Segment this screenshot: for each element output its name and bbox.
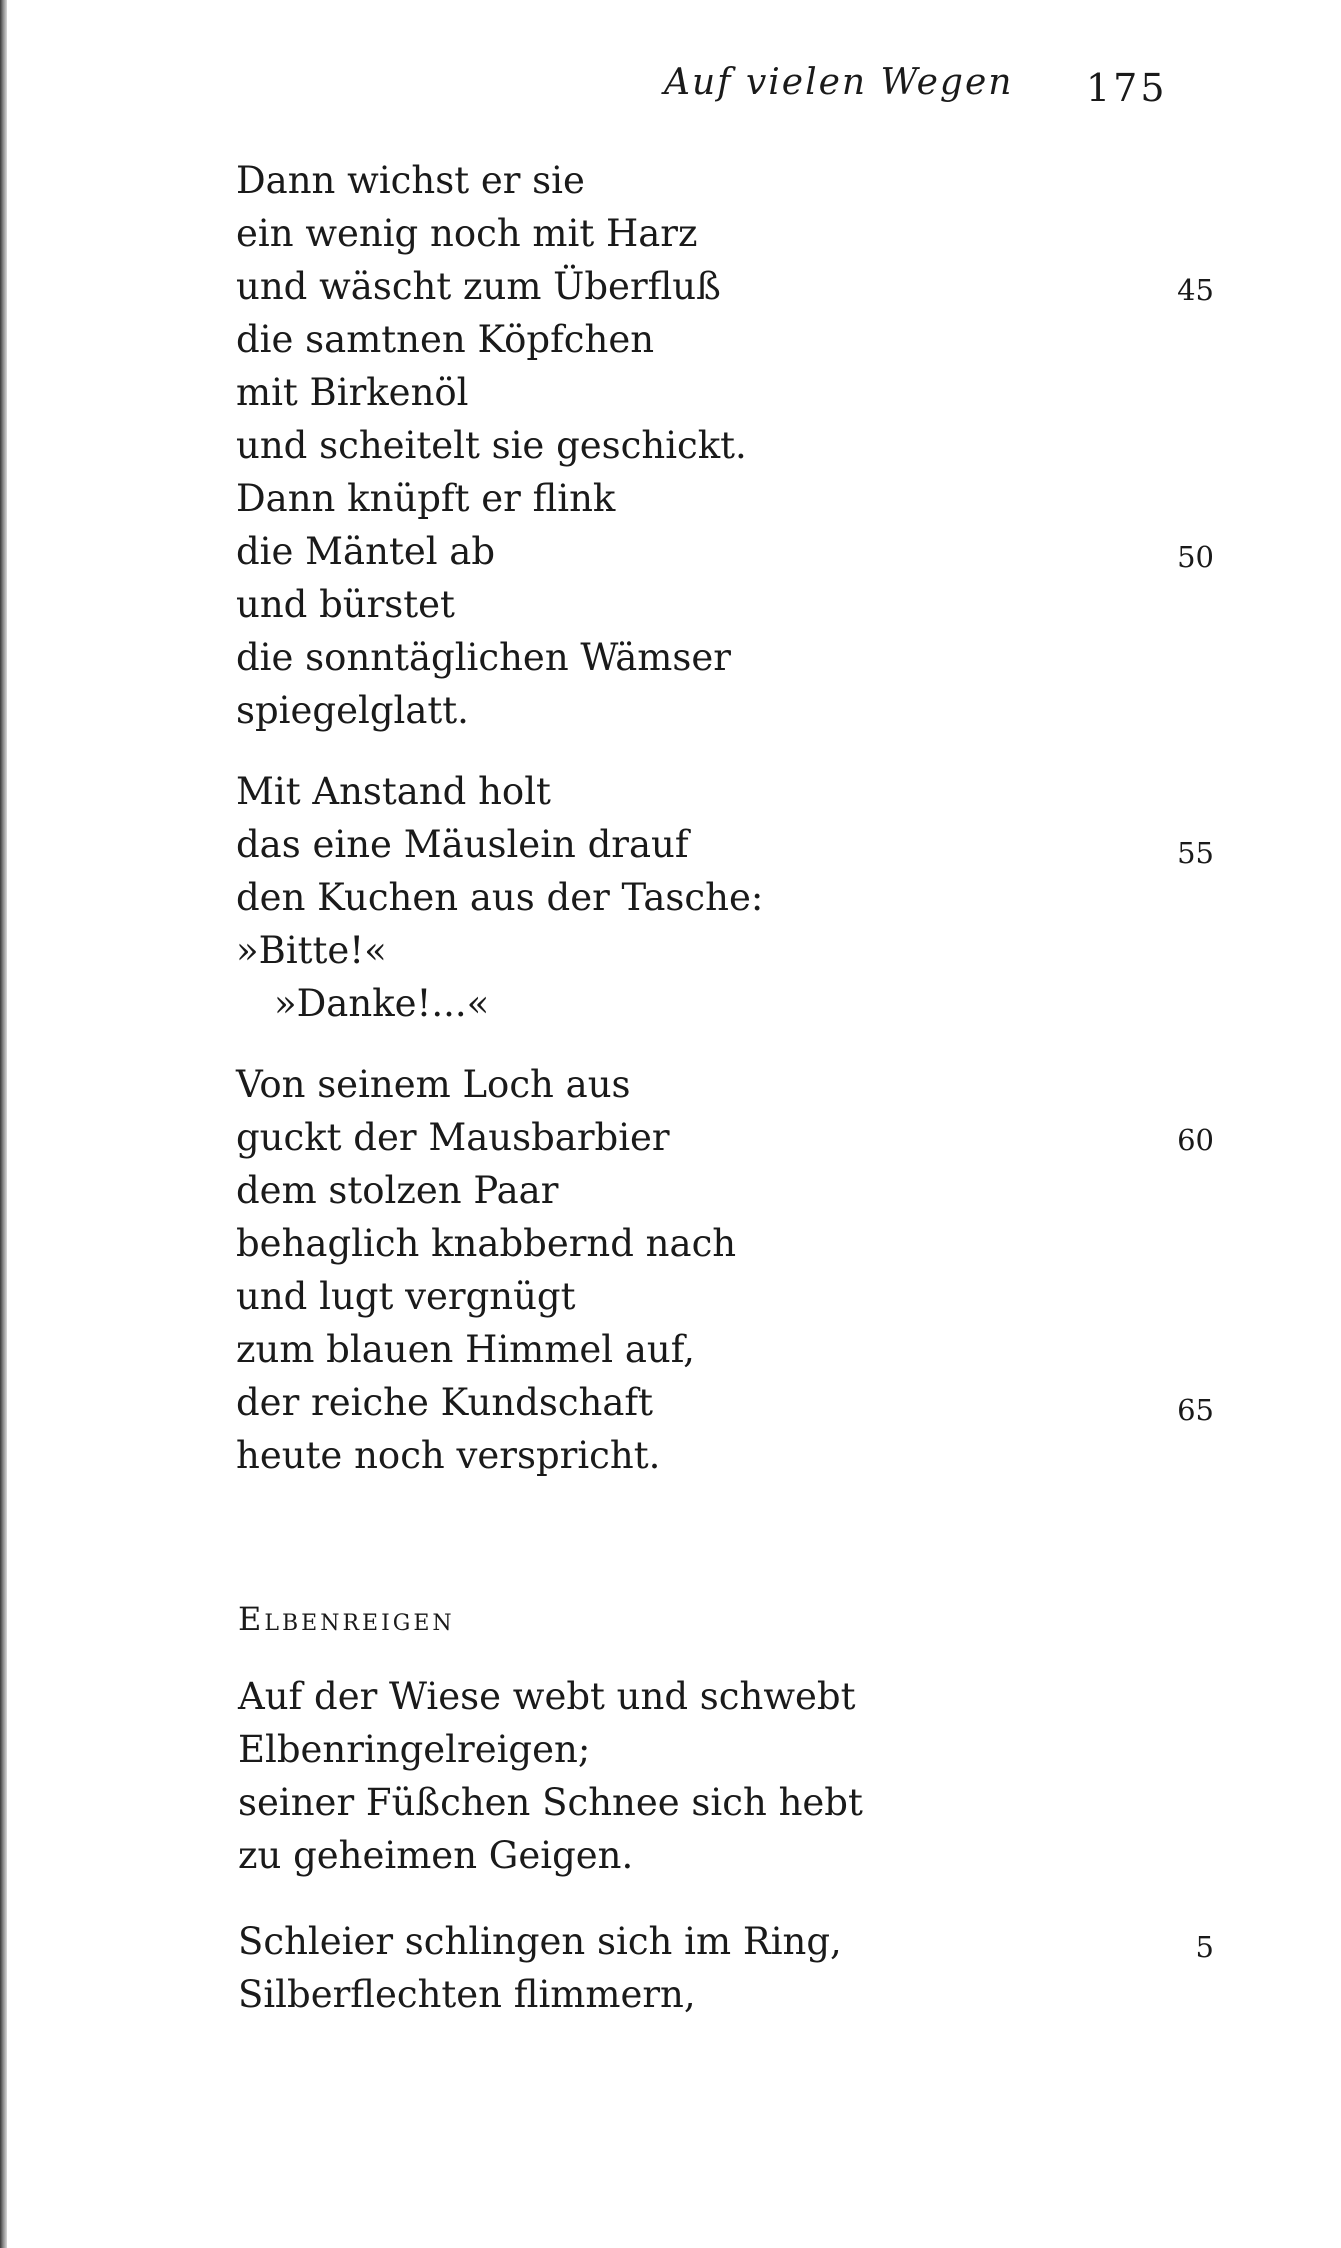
verse-line: dem stolzen Paar (236, 1169, 559, 1212)
verse-line: Von seinem Loch aus (236, 1063, 631, 1106)
verse-line: mit Birkenöl (236, 371, 469, 414)
verse-line: Mit Anstand holt (236, 770, 551, 813)
verse-line: und lugt vergnügt (236, 1275, 576, 1318)
verse-line: zu geheimen Geigen. (238, 1834, 634, 1877)
verse-line: ein wenig noch mit Harz (236, 212, 698, 255)
verse-line: die Mäntel ab (236, 530, 496, 573)
verse-line: seiner Füßchen Schnee sich hebt (238, 1781, 863, 1824)
line-number: 45 (1177, 273, 1214, 307)
stanza-2 (236, 765, 763, 1030)
page-number: 175 (1086, 66, 1168, 110)
stanza-5 (238, 1915, 842, 2021)
verse-line: behaglich knabbernd nach (236, 1222, 737, 1265)
verse-line: den Kuchen aus der Tasche: (236, 876, 764, 919)
verse-line: heute noch verspricht. (236, 1434, 661, 1477)
verse-line: Dann knüpft er flink (236, 477, 616, 520)
stanza-4 (238, 1670, 863, 1882)
verse-line: guckt der Mausbarbier (236, 1116, 670, 1159)
running-title: Auf vielen Wegen (664, 62, 1014, 103)
line-number: 65 (1177, 1393, 1214, 1427)
verse-line: und wäscht zum Überfluß (236, 265, 721, 308)
stanza-3 (236, 1058, 736, 1482)
line-number: 55 (1177, 836, 1214, 870)
verse-line: Dann wichst er sie (236, 159, 585, 202)
verse-line: spiegelglatt. (236, 689, 469, 732)
verse-line: Schleier schlingen sich im Ring, (238, 1920, 842, 1963)
verse-line: »Danke!...« (274, 982, 490, 1025)
verse-line: Auf der Wiese webt und schwebt (238, 1675, 856, 1718)
verse-line: und bürstet (236, 583, 455, 626)
verse-line: und scheitelt sie geschickt. (236, 424, 747, 467)
verse-line: die samtnen Köpfchen (236, 318, 655, 361)
verse-line: zum blauen Himmel auf, (236, 1328, 695, 1371)
stanza-1 (236, 154, 747, 737)
verse-line: das eine Mäuslein drauf (236, 823, 689, 866)
verse-line: die sonntäglichen Wämser (236, 636, 731, 679)
poem-title: Elbenreigen (238, 1600, 455, 1638)
verse-line: »Bitte!« (236, 929, 387, 972)
verse-line: Silberflechten flimmern, (238, 1973, 696, 2016)
verse-line: Elbenringelreigen; (238, 1728, 591, 1771)
verse-line: der reiche Kundschaft (236, 1381, 653, 1424)
line-number: 50 (1177, 540, 1214, 574)
line-number: 5 (1195, 1930, 1214, 1964)
line-number: 60 (1177, 1123, 1214, 1157)
book-gutter-shadow (0, 0, 7, 2248)
